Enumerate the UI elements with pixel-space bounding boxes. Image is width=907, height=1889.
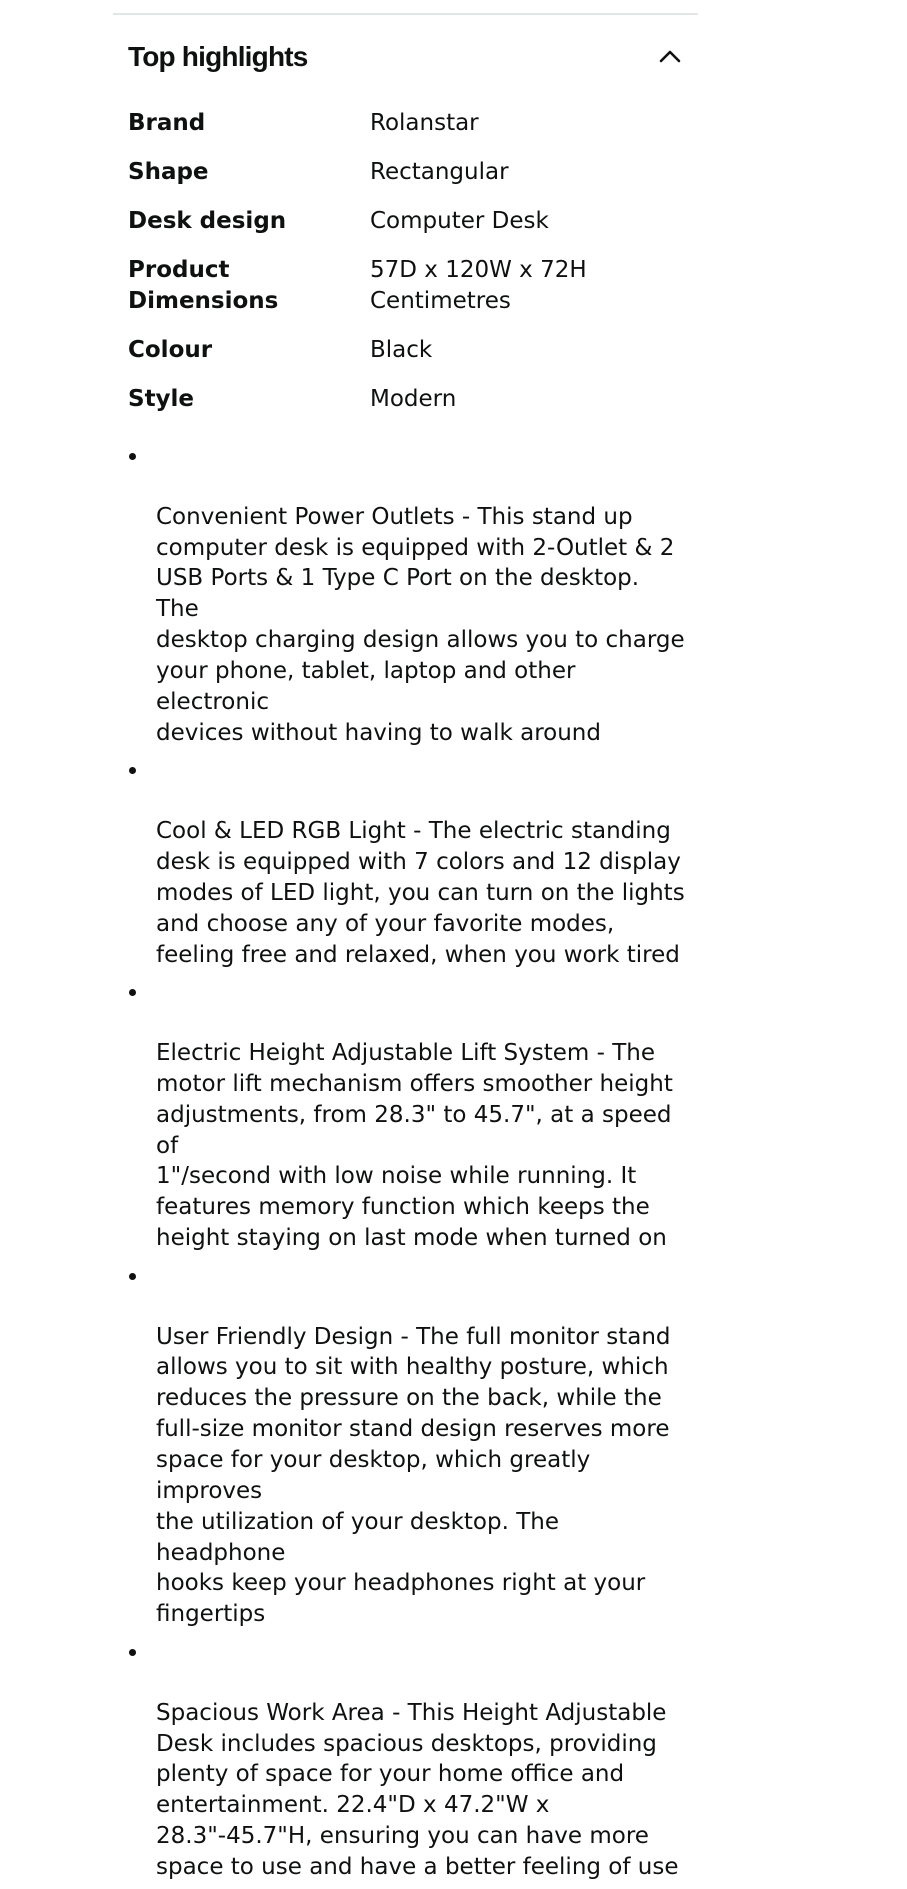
spec-row-shape — [128, 157, 698, 188]
bullet-text: Convenient Power Outlets - This stand up computer desk is equipped with 2-Outlet & 2 USB Ports & 1 Type C Port on the desktop. The desktop charging design allows you to charge your phone, tablet, laptop and other electronic devices without having to walk around — [156, 503, 685, 746]
list-item — [128, 976, 688, 1254]
spec-label: Product Dimensions — [128, 257, 279, 314]
bullet-icon — [129, 989, 136, 996]
spec-value: Black — [370, 336, 433, 363]
feature-bullet-list — [128, 440, 688, 1889]
bullet-text: Spacious Work Area - This Height Adjustable Desk includes spacious desktops, providing plenty of space for your home office and entertainment. 22.4"D x 47.2"W x 28.3"-45.7"H, ensuring you can have more space to use and have a better feeling of use — [156, 1699, 679, 1880]
bullet-text: Electric Height Adjustable Lift System - The motor lift mechanism offers smoother height adjustments, from 28.3" to 45.7", at a speed of 1"/second with low noise while running. It features memory function which keeps the height staying on last mode when turned on — [156, 1040, 673, 1252]
chevron-up-icon — [658, 48, 682, 64]
spec-value: Rolanstar — [370, 110, 479, 136]
spec-row-desk-design — [128, 206, 698, 237]
bullet-text: User Friendly Design - The full monitor stand allows you to sit with healthy posture, which reduces the pressure on the back, while the full-size monitor stand design reserves more space for your desktop, which greatly improves the utilization of your desktop. The headphone hooks keep your headphones right at your fingertips — [156, 1323, 671, 1628]
spec-label: Colour — [128, 336, 213, 363]
bullet-text: Cool & LED RGB Light - The electric standing desk is equipped with 7 colors and 12 display modes of LED light, you can turn on the lights and choose any of your favorite modes, feeling free and relaxed, when you work tired — [156, 818, 685, 968]
bullet-icon — [129, 453, 136, 460]
spec-row-colour — [128, 335, 698, 366]
list-item — [128, 1260, 688, 1630]
bullet-icon — [129, 767, 136, 774]
spec-value: 57D x 120W x 72H Centimetres — [370, 257, 587, 314]
spec-value: Modern — [370, 385, 457, 412]
list-item — [128, 1636, 688, 1883]
spec-value: Computer Desk — [370, 208, 549, 234]
product-spec-table — [128, 108, 698, 433]
spec-label: Style — [128, 385, 195, 412]
list-item — [128, 754, 688, 970]
section-divider — [113, 13, 698, 15]
spec-label: Shape — [128, 159, 209, 185]
spec-value: Rectangular — [370, 159, 509, 185]
list-item — [128, 440, 688, 748]
spec-row-product-dimensions — [128, 255, 698, 316]
spec-label: Desk design — [128, 208, 287, 234]
spec-row-brand — [128, 108, 698, 139]
section-title: Top highlights — [128, 41, 308, 72]
spec-row-style — [128, 384, 698, 415]
collapse-toggle-button[interactable] — [652, 40, 688, 74]
bullet-icon — [129, 1649, 136, 1656]
spec-label: Brand — [128, 110, 206, 136]
section-header[interactable] — [128, 40, 688, 76]
bullet-icon — [129, 1273, 136, 1280]
